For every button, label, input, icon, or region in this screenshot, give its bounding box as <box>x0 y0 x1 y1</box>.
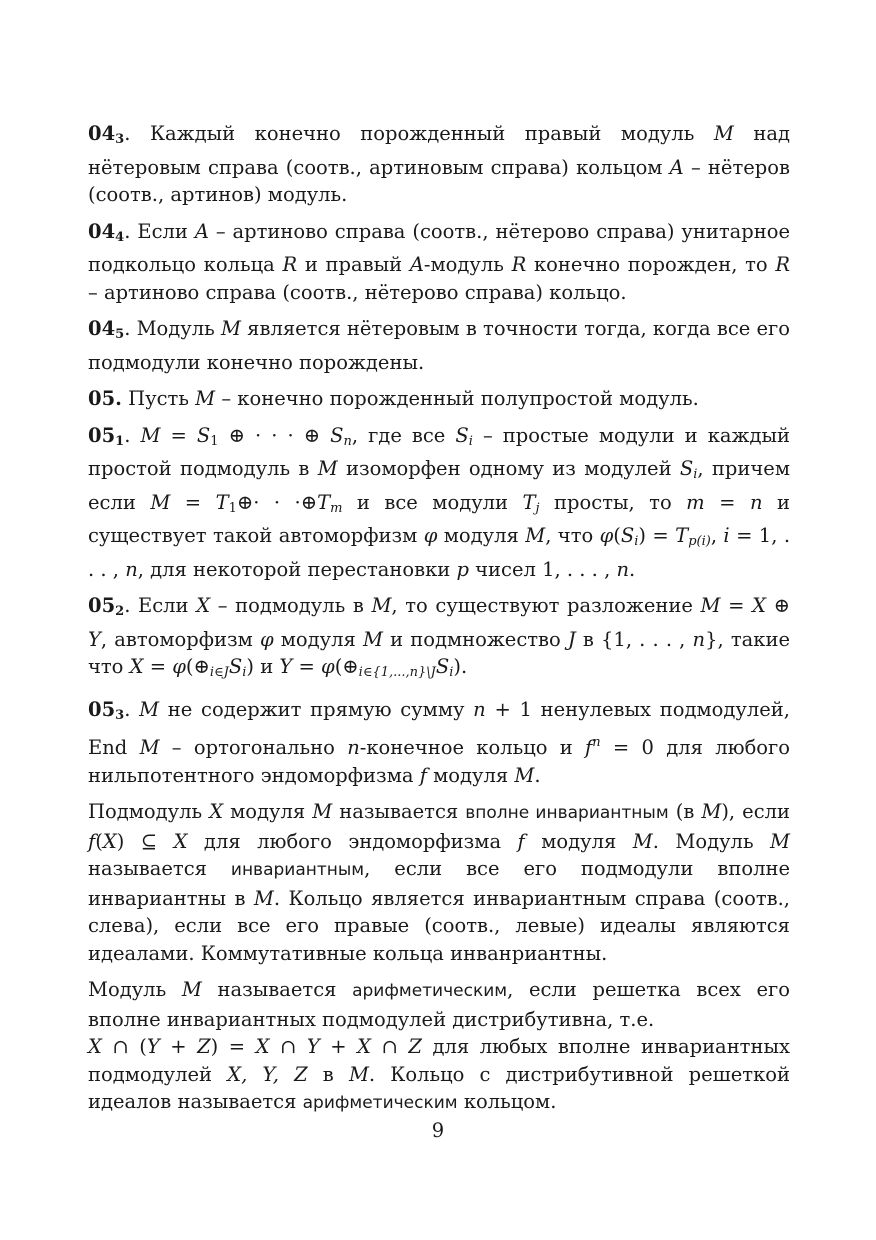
defined-term: инвариантным <box>230 860 365 880</box>
text-run: – конечно порожденный полупростой модуль. <box>215 387 699 410</box>
item-separator: . <box>124 219 138 243</box>
math-symbol: M <box>150 490 171 514</box>
math-symbol: M <box>348 1062 369 1086</box>
math-symbol: M <box>181 978 202 1001</box>
text-run: ( <box>95 829 103 853</box>
text-run: . <box>534 763 541 787</box>
text-run: в <box>307 1062 349 1086</box>
text-run: является нётеровым в точности тогда, когда все его подмодули конечно порождены. <box>88 317 790 374</box>
text-run: ) = <box>638 524 676 547</box>
item-label <box>88 220 124 243</box>
text-run: и правый <box>297 253 410 276</box>
text-run: , если все его подмодули вполне инвариантны в <box>88 857 790 910</box>
math-symbol: M <box>362 627 383 651</box>
text-run: = <box>292 655 322 678</box>
math-symbol: M <box>317 457 338 480</box>
math-subscript: i∈J <box>209 665 229 680</box>
text-run: , если решетка всех его вполне инвариантных подмодулей дистрибутивна, т.е. <box>88 978 790 1031</box>
text-run: просты, то <box>539 490 687 514</box>
text-run: конечно порожден, то <box>526 253 776 276</box>
paragraph-p6 <box>88 592 790 687</box>
text-run: и существует такой автоморфизм <box>88 490 790 547</box>
math-symbol: T <box>675 524 689 547</box>
text-run: ( <box>613 524 621 547</box>
text-run: модуля <box>524 829 633 853</box>
defined-term: арифметическим <box>302 1093 458 1113</box>
item-subscript: 4 <box>115 229 125 245</box>
math-symbol: m <box>686 490 705 514</box>
text-run: . Модуль <box>652 829 771 853</box>
math-symbol: f <box>88 829 96 853</box>
math-symbol: S <box>196 423 211 447</box>
text-run: + <box>159 1035 198 1058</box>
item-number: 04 <box>88 219 116 243</box>
math-symbol: R <box>282 253 298 276</box>
math-subscript: m <box>330 500 343 516</box>
text-run: называется <box>332 800 466 823</box>
math-symbol: R <box>511 253 527 276</box>
paragraph-p5 <box>88 422 790 584</box>
text-run: – артиново справа (соотв., нётерово справа) унитарное подкольцо кольца <box>88 219 790 276</box>
math-symbol: f <box>419 763 427 787</box>
text-run: = <box>170 490 216 514</box>
math-symbol: S <box>228 655 243 678</box>
text-run: Подмодуль <box>88 800 210 823</box>
math-symbol: A <box>409 253 424 276</box>
text-run: = 0 для любого нильпотентного эндоморфизма <box>88 736 791 787</box>
text-run: = <box>160 423 197 447</box>
page-number: 9 <box>431 1119 445 1142</box>
text-run: ∩ <box>269 1035 307 1058</box>
text-run: ) и <box>246 655 280 678</box>
math-symbol: X <box>173 829 188 853</box>
math-symbol: n <box>749 490 763 514</box>
item-separator: . <box>124 122 150 145</box>
text-run: = <box>720 594 753 617</box>
item-separator: . <box>124 594 139 617</box>
text-run: = 1, . . . , <box>88 524 791 581</box>
math-symbol: n <box>125 557 138 581</box>
math-symbol: p <box>456 557 469 581</box>
text-run: называется <box>201 978 353 1001</box>
math-symbol: n <box>473 697 486 721</box>
text-run: , то существуют разложение <box>391 594 701 617</box>
item-label <box>88 424 124 447</box>
math-symbol: T <box>215 490 229 514</box>
math-symbol: J <box>567 627 576 651</box>
math-subscript: i <box>449 665 454 680</box>
text-run: (⊕ <box>185 655 210 678</box>
item-label <box>88 317 124 340</box>
paragraph-p4 <box>88 385 790 413</box>
text-run: ∩ ( <box>101 1035 147 1058</box>
math-subscript: i <box>693 467 698 482</box>
math-symbol: M <box>770 829 790 853</box>
item-number: 05 <box>88 697 116 721</box>
math-symbol: M <box>139 736 160 759</box>
math-symbol: A <box>194 219 209 243</box>
item-separator: . <box>124 697 140 721</box>
math-symbol: Y <box>306 1035 320 1058</box>
text-run: + <box>319 1035 358 1058</box>
math-symbol: X <box>88 1035 102 1058</box>
text-run: . <box>629 557 636 581</box>
text-run: ). <box>453 655 468 678</box>
text-run: – ортогонально <box>159 736 348 759</box>
math-symbol: S <box>435 655 450 678</box>
text-run: }, такие что <box>88 627 790 678</box>
paragraph-p3 <box>88 315 790 376</box>
item-subscript: 2 <box>115 604 125 619</box>
math-subscript: 1 <box>228 500 237 516</box>
math-symbol: A <box>669 155 684 179</box>
math-symbol: X <box>752 594 766 617</box>
item-separator: . <box>124 317 137 340</box>
math-symbol: φ <box>259 627 274 651</box>
math-symbol: Y <box>88 627 101 651</box>
math-subscript: i <box>468 433 473 449</box>
item-label <box>88 387 122 410</box>
math-superscript: n <box>592 735 601 750</box>
math-subscript: i <box>634 534 639 549</box>
paragraph-p9 <box>88 976 790 1118</box>
paragraph-p8 <box>88 798 790 967</box>
text-run: для любого эндоморфизма <box>187 829 518 853</box>
text-run: модуля <box>223 800 313 823</box>
text-run: , где все <box>351 423 456 447</box>
text-run: + 1 ненулевых подмодулей, End <box>88 697 790 759</box>
math-symbol: Z <box>197 1035 211 1058</box>
math-symbol: T <box>522 490 536 514</box>
math-symbol: f <box>517 829 525 853</box>
body-text <box>88 120 790 1127</box>
math-symbol: M <box>140 423 161 447</box>
item-number: 04 <box>88 122 116 145</box>
text-run: для любых вполне инвариантных подмодулей <box>88 1035 790 1086</box>
text-run: , для некоторой перестановки <box>137 557 457 581</box>
item-label <box>88 594 124 617</box>
math-symbol: X, Y, Z <box>227 1062 308 1086</box>
text-run: . Кольцо с дистрибутивной решеткой идеалов называется <box>88 1062 790 1113</box>
text-run: Модуль <box>88 978 182 1001</box>
text-run: (в <box>668 800 702 823</box>
math-symbol: n <box>616 557 630 581</box>
text-run: ⊕ · · · ⊕ <box>218 423 331 447</box>
item-number: 05 <box>88 594 116 617</box>
math-symbol: n <box>347 736 360 759</box>
text-run: (⊕ <box>334 655 359 678</box>
text-run: – нётеров (соотв., артинов) модуль. <box>88 155 790 206</box>
math-subscript: p(i) <box>688 534 711 549</box>
text-run: – артиново справа (соотв., нётерово справа) кольцо. <box>88 280 627 304</box>
math-symbol: φ <box>172 655 186 678</box>
text-run: называется <box>88 857 231 880</box>
math-symbol: X <box>255 1035 270 1058</box>
item-number: 05 <box>88 423 116 447</box>
math-symbol: M <box>195 387 216 410</box>
math-symbol: S <box>679 457 694 480</box>
text-run: чисел 1, . . . , <box>468 557 617 581</box>
text-run: – простые модули и каждый простой подмодуль в <box>88 423 790 480</box>
math-subscript: n <box>343 433 352 449</box>
text-run: ⊕ <box>765 594 790 617</box>
defined-term: вполне инвариантным <box>465 803 669 823</box>
text-run: Если <box>137 219 195 243</box>
math-symbol: X <box>196 594 211 617</box>
text-run: ⊕· · ·⊕ <box>236 490 318 514</box>
math-symbol: M <box>221 317 241 340</box>
math-symbol: Y <box>279 655 293 678</box>
text-run: Если <box>138 594 197 617</box>
item-subscript: 3 <box>115 132 125 147</box>
math-symbol: X <box>102 829 117 853</box>
text-run: Модуль <box>136 317 221 340</box>
item-separator: . <box>124 423 141 447</box>
text-run: -модуль <box>423 253 512 276</box>
text-run: = <box>143 655 173 678</box>
item-subscript: 1 <box>115 433 125 449</box>
math-symbol: M <box>139 697 160 721</box>
item-subscript: 3 <box>115 707 125 723</box>
text-run: – подмодуль в <box>210 594 372 617</box>
math-symbol: M <box>713 122 734 145</box>
math-symbol: i <box>723 524 730 547</box>
math-symbol: Y <box>146 1035 160 1058</box>
math-symbol: M <box>253 886 274 910</box>
text-run: Пусть <box>128 387 196 410</box>
text-run: модуля <box>437 524 526 547</box>
math-symbol: M <box>371 594 392 617</box>
math-symbol: M <box>700 594 721 617</box>
text-run: Каждый конечно порожденный правый модуль <box>149 122 714 145</box>
math-symbol: Z <box>408 1035 422 1058</box>
math-symbol: X <box>357 1035 372 1058</box>
math-symbol: S <box>455 423 469 447</box>
math-symbol: φ <box>321 655 335 678</box>
item-label <box>88 698 124 721</box>
text-run: ) ⊆ <box>116 829 174 853</box>
text-run: ), если <box>721 800 790 823</box>
text-run: = <box>704 490 750 514</box>
text-run: ∩ <box>371 1035 409 1058</box>
math-symbol: R <box>775 253 790 276</box>
math-symbol: M <box>514 763 535 787</box>
text-run: не содержит прямую сумму <box>159 697 474 721</box>
paragraph-p1 <box>88 120 790 209</box>
text-run: -конечное кольцо и <box>359 736 586 759</box>
item-subscript: 5 <box>115 327 125 342</box>
math-symbol: M <box>525 524 546 547</box>
math-subscript: i∈{1,...,n}\J <box>358 665 436 680</box>
math-symbol: X <box>209 800 224 823</box>
math-subscript: 1 <box>210 433 219 449</box>
text-run: и все модули <box>342 490 523 514</box>
text-run: модуля <box>273 627 363 651</box>
math-subscript: i <box>242 665 247 680</box>
text-run: , что <box>545 524 600 547</box>
math-subscript: j <box>535 500 540 516</box>
text-run: в {1, . . . , <box>575 627 693 651</box>
item-number: 05. <box>88 387 122 410</box>
text-run: над нётеровым справа (соотв., артиновым справа) кольцом <box>88 122 790 179</box>
text-run: , <box>710 524 724 547</box>
text-run: . Кольцо является инвариантным справа (соотв., слева), если все его правые (соотв., левые) идеалы являются идеалами. Коммутативные кольца инванриантны. <box>88 886 790 965</box>
text-run: , автоморфизм <box>100 627 260 651</box>
math-symbol: M <box>312 800 333 823</box>
math-symbol: T <box>317 490 331 514</box>
paragraph-p7 <box>88 696 790 790</box>
text-run: ) = <box>210 1035 256 1058</box>
math-symbol: S <box>620 524 635 547</box>
text-run: и подмножество <box>382 627 568 651</box>
math-symbol: φ <box>423 524 438 547</box>
text-run: изоморфен одному из модулей <box>337 457 680 480</box>
item-number: 04 <box>88 317 116 340</box>
item-label <box>88 122 124 145</box>
text-run: кольцом. <box>457 1090 557 1113</box>
paragraph-p2 <box>88 218 790 307</box>
math-symbol: f <box>585 736 593 759</box>
math-symbol: n <box>692 627 706 651</box>
math-symbol: φ <box>599 524 614 547</box>
math-symbol: M <box>701 800 722 823</box>
text-run: модуля <box>426 763 515 787</box>
defined-term: арифметическим <box>352 981 508 1001</box>
math-symbol: M <box>632 829 653 853</box>
math-symbol: X <box>129 655 144 678</box>
math-symbol: S <box>330 423 344 447</box>
text-run: , причем если <box>88 457 791 514</box>
